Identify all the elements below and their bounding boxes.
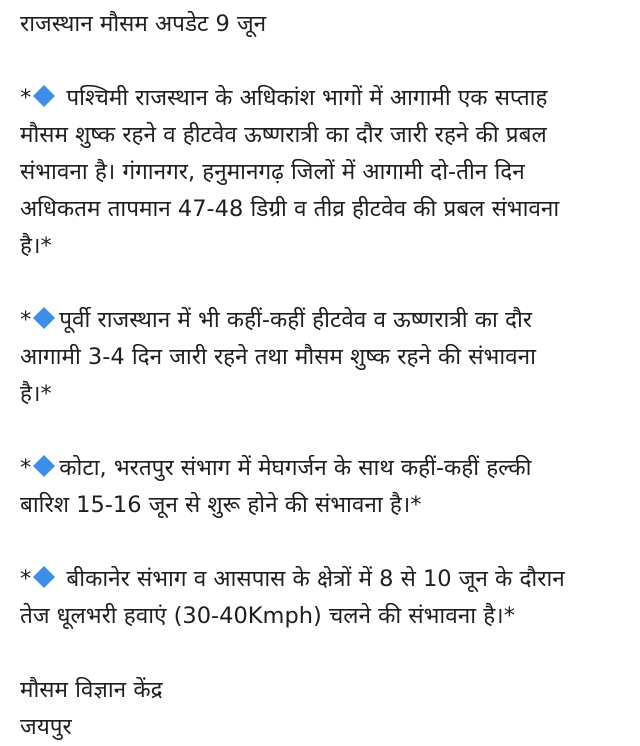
paragraph-line: मौसम शुष्क रहने व हीटवेव ऊष्णरात्री का दौर जारी रहने की प्रबल [20, 122, 547, 148]
paragraph-line: अधिकतम तापमान 47-48 डिग्री व तीव्र हीटवेव की प्रबल संभावना [20, 196, 560, 222]
bulletin-paragraph-western-rajasthan [20, 80, 624, 265]
paragraph-line: है।* [20, 381, 52, 407]
paragraph-line: बारिश 15-16 जून से शुरू होने की संभावना है।* [20, 492, 422, 518]
blue-diamond-icon [33, 307, 55, 329]
bulletin-paragraph-bikaner [20, 561, 624, 635]
paragraph-line: है।* [20, 233, 52, 259]
bullet-marker: * [20, 455, 32, 481]
blue-diamond-icon [33, 566, 55, 588]
blue-diamond-icon [33, 85, 55, 107]
blue-diamond-icon [33, 455, 55, 477]
paragraph-line: संभावना है। गंगानगर, हनुमानगढ़ जिलों में आगामी दो-तीन दिन [20, 159, 525, 185]
bulletin-paragraph-kota-bharatpur [20, 450, 624, 524]
spacer [20, 43, 624, 80]
paragraph-line: कोटा, भरतपुर संभाग में मेघगर्जन के साथ कहीं-कहीं हल्की [59, 455, 532, 481]
bulletin-paragraph-eastern-rajasthan [20, 302, 624, 413]
signature-org: मौसम विज्ञान केंद्र [20, 677, 163, 703]
spacer [20, 265, 624, 302]
paragraph-line: बीकानेर संभाग व आसपास के क्षेत्रों में 8 से 10 जून के दौरान [59, 566, 565, 592]
spacer [20, 524, 624, 561]
bullet-marker: * [20, 307, 32, 333]
bullet-marker: * [20, 566, 32, 592]
signature-city: जयपुर [20, 714, 72, 740]
bullet-marker: * [20, 85, 32, 111]
paragraph-line: पश्चिमी राजस्थान के अधिकांश भागों में आगामी एक सप्ताह [59, 85, 548, 111]
paragraph-line: आगामी 3-4 दिन जारी रहने तथा मौसम शुष्क रहने की संभावना [20, 344, 536, 370]
signature [20, 672, 624, 746]
spacer [20, 635, 624, 672]
spacer [20, 413, 624, 450]
weather-update-message [20, 6, 624, 746]
paragraph-line: पूर्वी राजस्थान में भी कहीं-कहीं हीटवेव व ऊष्णरात्री का दौर [59, 307, 532, 333]
message-title: राजस्थान मौसम अपडेट 9 जून [20, 11, 267, 37]
paragraph-line: तेज धूलभरी हवाएं (30-40Kmph) चलने की संभावना है।* [20, 603, 515, 629]
